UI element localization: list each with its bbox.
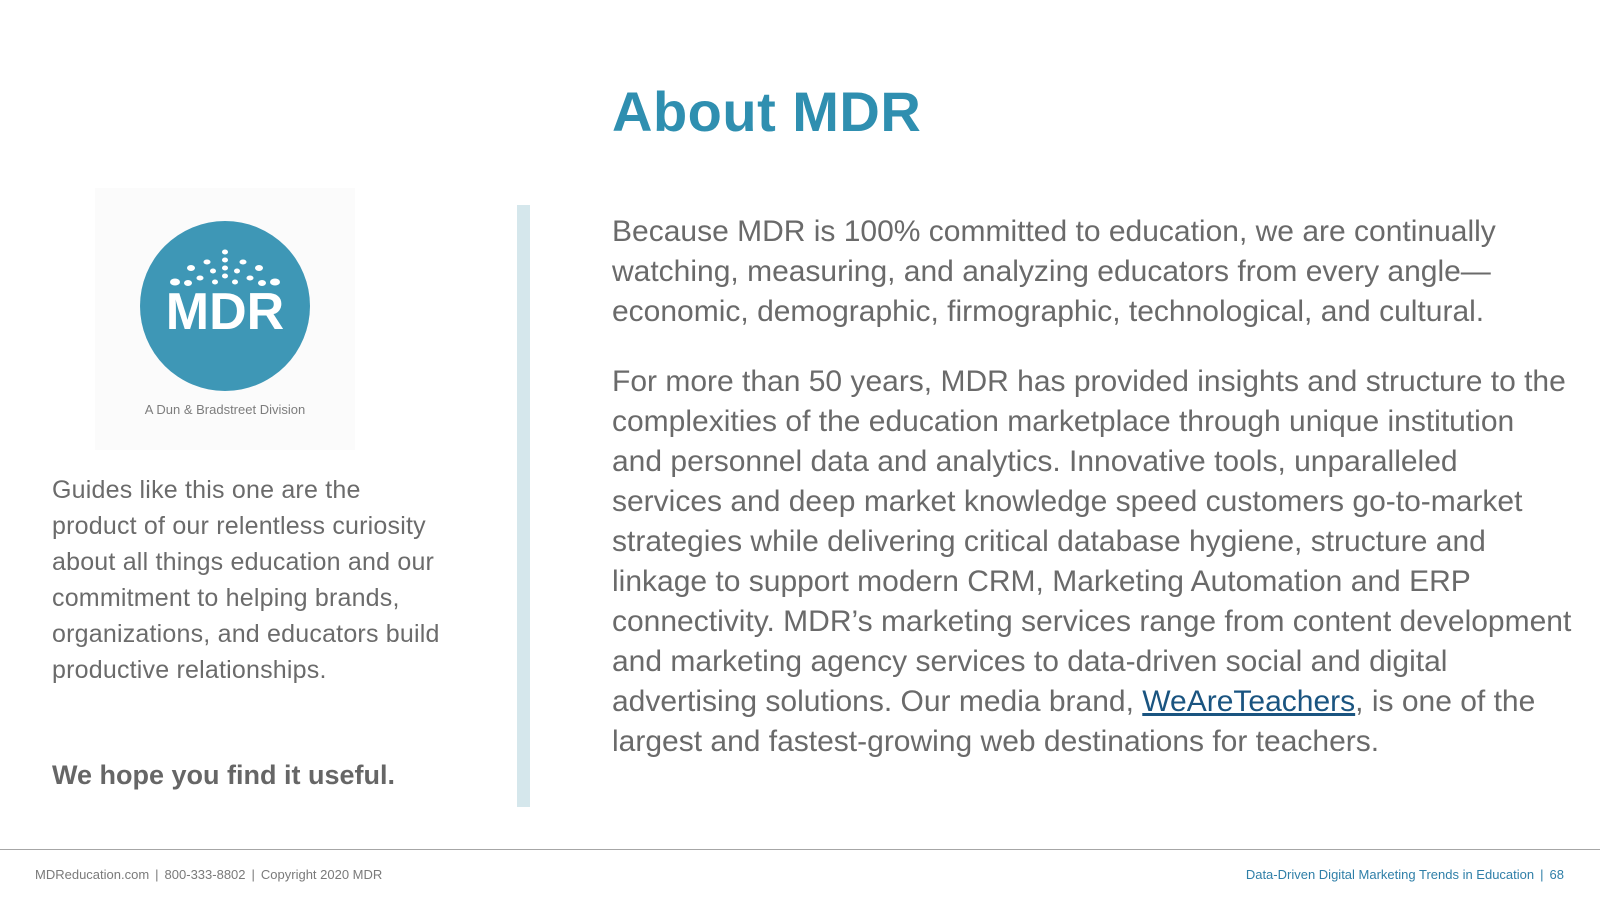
footer-left bbox=[35, 867, 382, 882]
footer-separator: | bbox=[155, 867, 159, 882]
mdr-logo bbox=[95, 188, 355, 450]
footer-copyright: Copyright 2020 MDR bbox=[260, 867, 383, 882]
logo-wordmark: MDR bbox=[165, 283, 285, 341]
weareteachers-link[interactable]: WeAreTeachers bbox=[1142, 685, 1356, 718]
sidebar-emphasis: We hope you find it useful. bbox=[52, 760, 395, 790]
footer-guide-title: Data-Driven Digital Marketing Trends in Education bbox=[1245, 867, 1535, 882]
sidebar-description: Guides like this one are the product of our relentless curiosity about all things education and our commitment to helping brands, organizations, and educators build productive relationships. bbox=[52, 476, 440, 684]
history-paragraph-text: For more than 50 years, MDR has provided insights and structure to the complexities of the education marketplace through unique institution and personnel data and analytics. Innovative tools, unparalleled services and deep market knowledge speed customers go-to-market strategies while delivering critical database hygiene, structure and linkage to support modern CRM, Marketing Automation and ERP connectivity. MDR’s marketing services range from content development and marketing agency services to data-driven social and digital advertising solutions. Our media brand, bbox=[612, 365, 1572, 718]
page-number: 68 bbox=[1549, 867, 1564, 882]
footer-site-link[interactable]: MDReducation.com bbox=[35, 867, 150, 882]
logo-tagline: A Dun & Bradstreet Division bbox=[144, 402, 306, 417]
footer-separator: | bbox=[251, 867, 255, 882]
history-paragraph-end: , is one of the largest and fastest-growing web destinations for teachers. bbox=[612, 685, 1536, 758]
footer-right bbox=[1246, 867, 1564, 882]
footer-separator: | bbox=[1540, 867, 1544, 882]
footer-phone: 800-333-8802 bbox=[164, 867, 246, 882]
intro-paragraph: Because MDR is 100% committed to education, we are continually watching, measuring, and analyzing educators from every angle—economic, demographic, firmographic, technological, and cultural. bbox=[612, 215, 1496, 328]
history-paragraph bbox=[612, 362, 1572, 762]
footer-divider bbox=[0, 849, 1600, 850]
vertical-divider bbox=[517, 205, 530, 807]
page-title: About MDR bbox=[612, 80, 922, 143]
